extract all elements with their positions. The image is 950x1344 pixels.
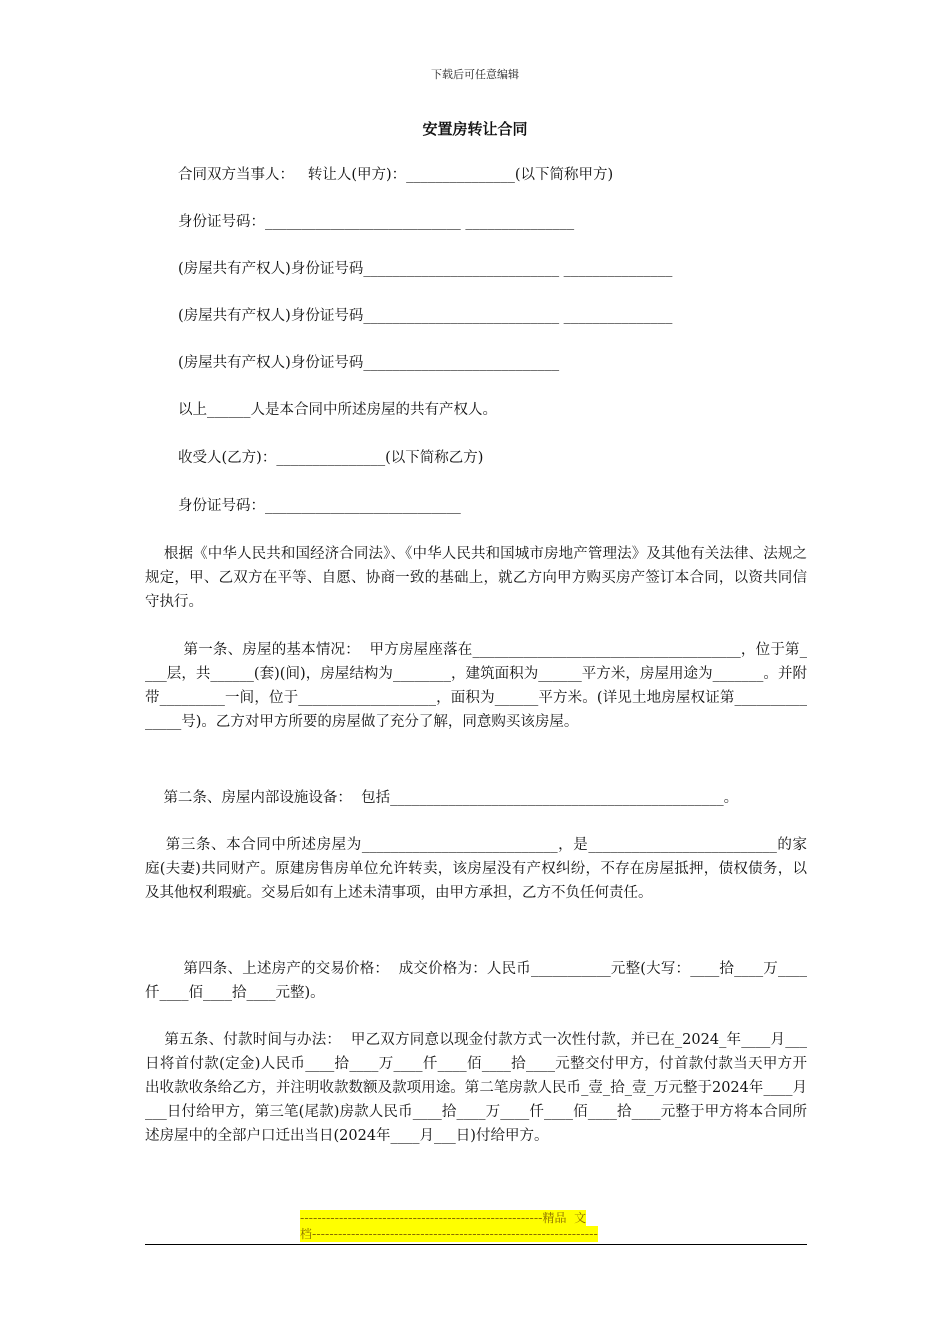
party-line-transferee-id: 身份证号码：___________________________ [178, 498, 461, 514]
party-line-id: 身份证号码：___________________________ _______________ [178, 214, 575, 230]
preamble-paragraph: 根据《中华人民共和国经济合同法》、《中华人民共和国城市房地产管理法》及其他有关法律、法规之规定，甲、乙双方在平等、自愿、协商一致的基础上，就乙方向甲方购买房产签订本合同，以资共同信守执行。 [145, 546, 808, 610]
article-1-paragraph: 第一条、房屋的基本情况： 甲方房屋座落在_____________________________________，位于第____层，共______(套)(间)，房屋结构为________，建筑面积为______平方米，房屋用途为_______。并附带_________一间，位于___________________，面积为______平方米。(详见土地房屋权证第_______________号)。乙方对甲方所要的房屋做了充分了解，同意购买该房屋。 [145, 642, 807, 730]
party-line-coowner-3: (房屋共有产权人)身份证号码___________________________ [178, 355, 560, 371]
party-line-transferee: 收受人(乙方)：_______________(以下简称乙方) [178, 450, 484, 466]
article-4-paragraph: 第四条、上述房产的交易价格： 成交价格为：人民币___________元整(大写：____拾____万____仟____佰____拾____元整)。 [145, 961, 807, 1001]
header-note: 下载后可任意编辑 [431, 68, 519, 81]
party-line-coowner-1: (房屋共有产权人)身份证号码___________________________ _______________ [178, 261, 673, 277]
footer-line-2: 档------------------------------------------------------------------ [300, 1227, 598, 1241]
footer-divider [145, 1244, 807, 1245]
party-line-coowner-2: (房屋共有产权人)身份证号码___________________________ _______________ [178, 308, 673, 324]
article-2-paragraph: 第二条、房屋内部设施设备： 包括______________________________________________。 [145, 790, 739, 806]
article-5-paragraph: 第五条、付款时间与办法： 甲乙双方同意以现金付款方式一次性付款，并已在_2024_年____月___日将首付款(定金)人民币____拾____万____仟____佰____拾____元整交付甲方，付首款付款当天甲方开出收款收条给乙方，并注明收款数额及款项用途。第二笔房款人民币_壹_拾_壹_万元整于2024年____月___日付给甲方，第三笔(尾款)房款人民币____拾____万____仟____佰____拾____元整于甲方将本合同所述房屋中的全部户口迁出当日(2024年____月___日)付给甲方。 [145, 1032, 808, 1144]
footer-line-1: --------------------------------------------------------精品 文 [300, 1211, 587, 1225]
party-line-transferor: 合同双方当事人： 转让人(甲方)：_______________(以下简称甲方) [178, 167, 614, 183]
article-3-paragraph: 第三条、本合同中所述房屋为___________________________，是__________________________的家庭(夫妻)共同财产。原建房售房单位允许转卖，该房屋没有产权纠纷，不存在房屋抵押，债权债务，以及其他权利瑕疵。交易后如有上述未清事项，由甲方承担，乙方不负任何责任。 [145, 837, 808, 901]
party-line-coowner-count: 以上______人是本合同中所述房屋的共有产权人。 [178, 402, 497, 418]
footer-highlight [300, 1210, 650, 1242]
page-title: 安置房转让合同 [422, 120, 528, 138]
